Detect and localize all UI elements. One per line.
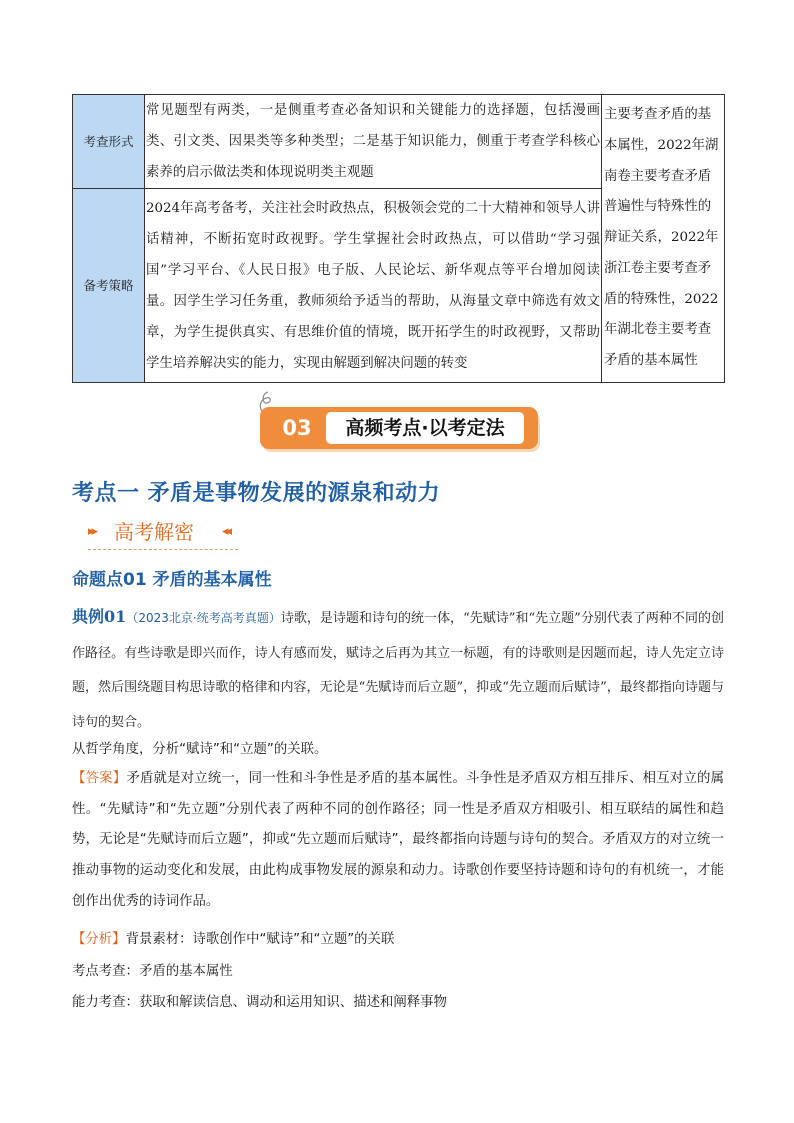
table-row — [73, 95, 725, 189]
analysis-tag: 【分析】 — [72, 932, 126, 947]
answer-text: 矛盾就是对立统一，同一性和斗争性是矛盾的基本属性。斗争性是矛盾双方相互排斥、相互对立的属性。“先赋诗”和“先立题”分别代表了两种不同的创作路径；同一性是矛盾双方相吸引、相互联结的属性和趋势，无论是“先赋诗而后立题”，抑或“先立题而后赋诗”，最终都指向诗题与诗句的契合。矛盾双方的对立统一推动事物的运动变化和发展，由此构成事物发展的源泉和动力。诗歌创作要坚持诗题和诗句的有机统一，才能创作出优秀的诗词作品。 — [72, 771, 725, 909]
banner-body — [260, 407, 538, 449]
analysis-material: 背景素材：诗歌创作中“赋诗”和“立题”的关联 — [125, 932, 395, 947]
row-content-strategy: 2024年高考备考，关注社会时政热点，积极领会党的二十大精神和领导人讲话精神，不断拓宽时政视野。学生掌握社会时政热点，可以借助“学习强国”学习平台、《人民日报》电子版、人民论坛、新华观点等平台增加阅读量。因学生学习任务重，教师须给予适当的帮助，从海量文章中筛选有效文章，为学生提供真实、有思维价值的情境，既开拓学生的时政视野，又帮助学生培养解决实的能力，实现由解题到解决问题的转变 — [145, 189, 602, 383]
analysis-material-line — [72, 929, 724, 951]
arrow-right-icon: ▸▸ — [88, 524, 96, 539]
row-content-exam-form: 常见题型有两类，一是侧重考查必备知识和关键能力的选择题，包括漫画类、引文类、因果类等多种类型；二是基于知识能力，侧重于考查学科核心素养的启示做法类和体现说明类主观题 — [145, 95, 602, 189]
example-text: 诗歌，是诗题和诗句的统一体，“先赋诗”和“先立题”分别代表了两种不同的创作路径。有些诗歌是即兴而作，诗人有感而发，赋诗之后再为其立一标题，有的诗歌则是因题而起，诗人先定立诗题，然后围绕题目构思诗歌的格律和内容，无论是“先赋诗而后立题”，抑或“先立题而后赋诗”，最终都指向诗题与诗句的契合。 — [72, 611, 724, 730]
arrow-left-icon: ◂◂ — [222, 524, 230, 539]
example-source: （2023北京·统考高考真题） — [126, 611, 281, 625]
answer-paragraph — [72, 764, 724, 918]
question-text: 从哲学角度，分析“赋诗”和“立题”的关联。 — [72, 742, 328, 757]
row-label-strategy: 备考策略 — [73, 189, 145, 383]
row-label-exam-form: 考查形式 — [73, 95, 145, 189]
exam-info-table — [72, 94, 725, 383]
section-banner — [250, 390, 550, 470]
analysis-ability-line: 能力考查：获取和解读信息、调动和运用知识、描述和阐释事物 — [72, 995, 447, 1010]
example-paragraph — [72, 600, 724, 740]
banner-number: 03 — [282, 416, 312, 440]
kaodian-title: 考点一 矛盾是事物发展的源泉和动力 — [72, 481, 441, 506]
answer-tag: 【答案】 — [72, 771, 127, 786]
jiemi-text: 高考解密 — [114, 520, 194, 544]
analysis-point-line: 考点考查：矛盾的基本属性 — [72, 964, 233, 979]
example-label: 典例01 — [72, 607, 127, 626]
table-note: 主要考查矛盾的基本属性，2022年湖南卷主要考查矛盾普遍性与特殊性的辩证关系，2022年浙江卷主要考查矛盾的特殊性，2022年湖北卷主要考查矛盾的基本属性 — [602, 95, 725, 383]
jiemi-heading — [88, 514, 238, 550]
mingti-title: 命题点01 矛盾的基本属性 — [72, 570, 272, 590]
banner-title: 高频考点·以考定法 — [326, 412, 524, 444]
